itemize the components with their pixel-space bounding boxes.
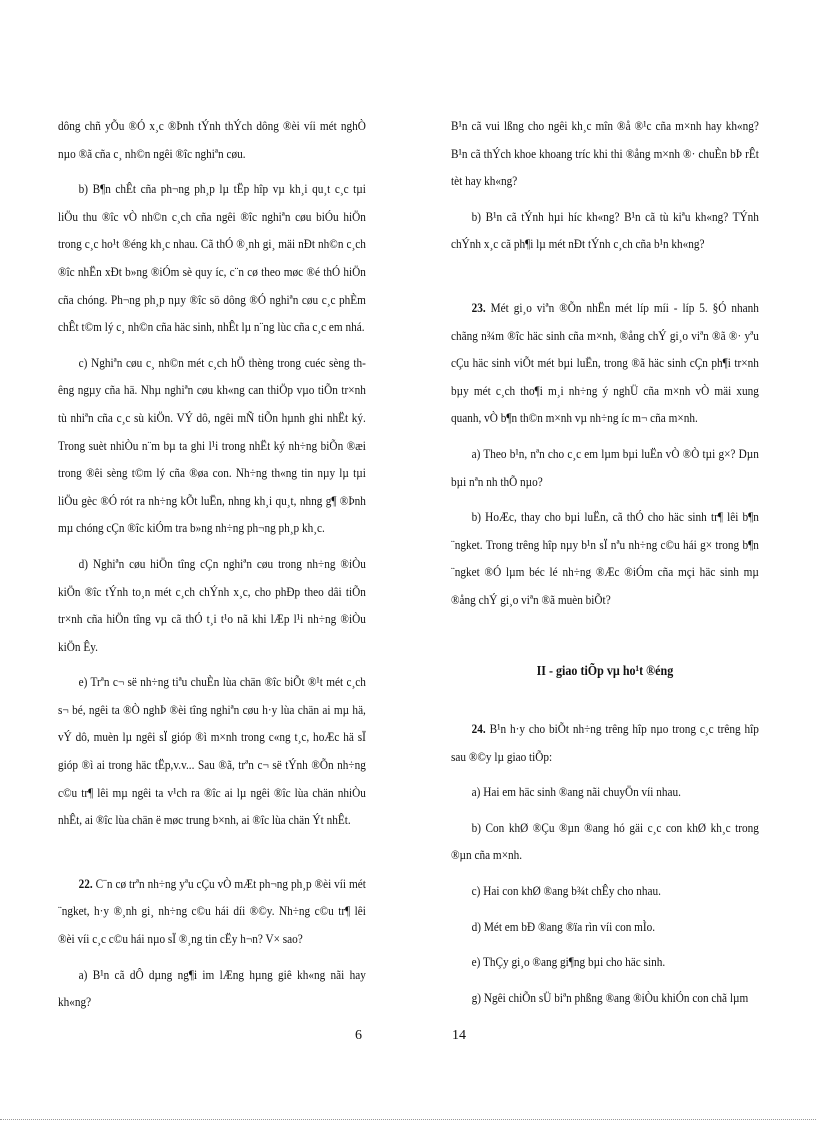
question-24-a: a) Hai em häc sinh ®ang nãi chuyÖn víi nhau. <box>471 784 681 800</box>
left-page-column <box>58 112 366 1016</box>
question-22-a: a) B¹n cã dÔ dµng ng¶i im lÆng hµng giê kh«ng nãi hay kh«ng? <box>58 966 366 1010</box>
left-paragraph-2: b) B¶n chÊt cña ph¬ng ph¸p lµ tËp hîp vµ kh¸i qu¸t c¸c tµi liÖu thu ®îc vÒ nh©n c¸ch cña ngêi ®îc nghiªn cøu biÓu hiÖn trong c¸c ho¹t ®éng kh¸c nhau. Cã thÓ ®¸nh gi¸ mäi nÐt nh©n c¸ch ®îc nhËn xÐt b»ng ®iÓm sè quy íc, c¨n cø theo møc ®é thÓ hiÖn cña chóng. Ph¬ng ph¸p nµy ®îc sö dông ®Ó nghiªn cøu c¸c phÈm chÊt t©m lý c¸ nh©n cña häc sinh, nhÊt lµ n¨ng lùc cña c¸c em nhá. <box>58 181 366 335</box>
right-page-number: 14 <box>452 1028 466 1043</box>
question-24-text: B¹n h·y cho biÕt nh÷ng trêng hîp nµo trong c¸c trêng hîp sau ®©y lµ giao tiÕp: <box>451 721 759 764</box>
question-22-number: 22. <box>78 875 93 891</box>
question-22-text: C¨n cø trªn nh÷ng yªu cÇu vÒ mÆt ph¬ng ph¸p ®èi víi mét ¨ngket, h·y ®¸nh gi¸ nh÷ng c©u hái díi ®©y. Nh÷ng c©u tr¶ lêi ®èi víi c¸c c©u hái nµo sÏ ®¸ng tin cËy h¬n? V× sao? <box>58 875 366 947</box>
question-24-b: b) Con khØ ®Çu ®µn ®ang hó gäi c¸c con khØ kh¸c trong ®µn cña m×nh. <box>451 819 759 863</box>
question-24-c: c) Hai con khØ ®ang b¾t chÊy cho nhau. <box>471 883 661 899</box>
right-page-column <box>451 112 759 1011</box>
bottom-dotted-border <box>0 1119 816 1121</box>
question-24-g: g) Ngêi chiÕn sÜ biªn phßng ®ang ®iÒu khiÓn con chã lµm <box>471 989 749 1005</box>
question-24 <box>451 715 759 770</box>
question-23-number: 23. <box>471 299 486 315</box>
question-24-e: e) ThÇy gi¸o ®ang gi¶ng bµi cho häc sinh. <box>471 954 666 970</box>
question-23-b: b) HoÆc, thay cho bµi luËn, cã thÓ cho häc sinh tr¶ lêi b¶n ¨ngket. Trong trêng hîp nµy b¹n sÏ nªu nh÷ng c©u hái g× trong b¶n ¨ngket ®Ó lµm béc lé nh÷ng ®Æc ®iÓm cña mçi häc sinh mµ ®ång chÝ gi¸o viªn ®ã muèn biÕt? <box>451 509 759 607</box>
right-paragraph-1: B¹n cã vui lßng cho ngêi kh¸c mîn ®å ®¹c cña m×nh hay kh«ng? B¹n cã thÝch khoe khoang tríc khi thi ®ång m×nh ®· chuÈn bÞ rÊt tèt hay kh«ng? <box>451 118 759 189</box>
question-23-text: Mét gi¸o viªn ®Õn nhËn mét líp míi - líp 5. §Ó nhanh chãng n¾m ®îc häc sinh cña m×nh, ®ång chÝ gi¸o viªn ®ã ®· yªu cÇu häc sinh viÕt mét bµi luËn, trong ®ã häc sinh cÇn ph¶i tr×nh bµy mét c¸ch tho¶i m¸i nh÷ng ý nghÜ cña m×nh vÒ mäi xung quanh, vÒ b¶n th©n m×nh vµ nh÷ng íc m¬ cña m×nh. <box>451 299 759 426</box>
left-page-number: 6 <box>355 1028 362 1043</box>
section-heading: II - giao tiÕp vµ ho¹t ®éng <box>536 663 674 679</box>
question-22 <box>58 870 366 953</box>
left-paragraph-3: c) Nghiªn cøu c¸ nh©n mét c¸ch hÖ thèng trong cuéc sèng thêng ngµy cña hä. Nhµ nghiªn cøu kh«ng can thiÖp vµo tiÕn tr×nh tù nhiªn cña c¸c sù kiÖn. VÝ dô, ngêi mÑ tiÕn hµnh ghi nhËt ký. Trong suèt nhiÒu n¨m bµ ta ghi l¹i trong nhËt ký nh÷ng biÕn ®æi trong ®êi sèng t©m lý cña ®øa con. Nh÷ng th«ng tin nµy lµ tµi liÖu gèc ®Ó rót ra nh÷ng kÕt luËn, nhng kh¸i qu¸t, nhng g¶ ®Þnh mµ chóng cÇn ®îc kiÓm tra b»ng nh÷ng ph¬ng ph¸p kh¸c. <box>58 354 366 536</box>
right-paragraph-2: b) B¹n cã tÝnh hµi híc kh«ng? B¹n cã tù kiªu kh«ng? TÝnh chÝnh x¸c cã ph¶i lµ mét nÐt tÝnh c¸ch cña b¹n kh«ng? <box>451 208 759 252</box>
question-23-a: a) Theo b¹n, nªn cho c¸c em lµm bµi luËn vÒ ®Ò tµi g×? Dµn bµi nªn nh thÕ nµo? <box>451 445 759 489</box>
question-23 <box>451 294 759 432</box>
left-paragraph-4: d) Nghiªn cøu hiÖn tîng cÇn nghiªn cøu trong nh÷ng ®iÒu kiÖn ®îc tÝnh to¸n mét c¸ch chÝnh x¸c, cho phÐp theo dâi tiÕn tr×nh cña hiÖn tîng vµ cã thÓ t¸i t¹o nã khi lÆp l¹i nh÷ng ®iÒu kiÖn Êy. <box>58 555 366 654</box>
question-24-d: d) Mét em bÐ ®ang ®ïa rìn víi con mÌo. <box>471 918 656 934</box>
question-24-number: 24. <box>471 721 486 737</box>
left-paragraph-1: dông chñ yÕu ®Ó x¸c ®Þnh tÝnh thÝch dông ®èi víi mét nghÒ nµo ®ã cña c¸ nh©n ngêi ®îc nghiªn cøu. <box>58 118 366 161</box>
left-paragraph-5: e) Trªn c¬ së nh÷ng tiªu chuÈn lùa chän ®îc biÕt ®¹t mét c¸ch s¬ bé, ngêi ta ®Ò nghÞ ®èi tîng nghiªn cøu h·y lùa chän ai mµ hä, vÝ dô, muèn lµ ngêi sÏ gióp ®ì m×nh trong c«ng t¸c, hoÆc hä sÏ gióp ®ì ai trong häc tËp,v.v... Sau ®ã, trªn c¬ së tÝnh ®Õn nh÷ng c©u tr¶ lêi mµ ngêi ta v¹ch ra ®îc ai lµ ngêi ®îc lùa chän nhiÒu nhÊt, ai ®îc lùa chän ë møc trung b×nh, ai ®îc lùa chän Ýt nhÊt. <box>58 674 366 828</box>
